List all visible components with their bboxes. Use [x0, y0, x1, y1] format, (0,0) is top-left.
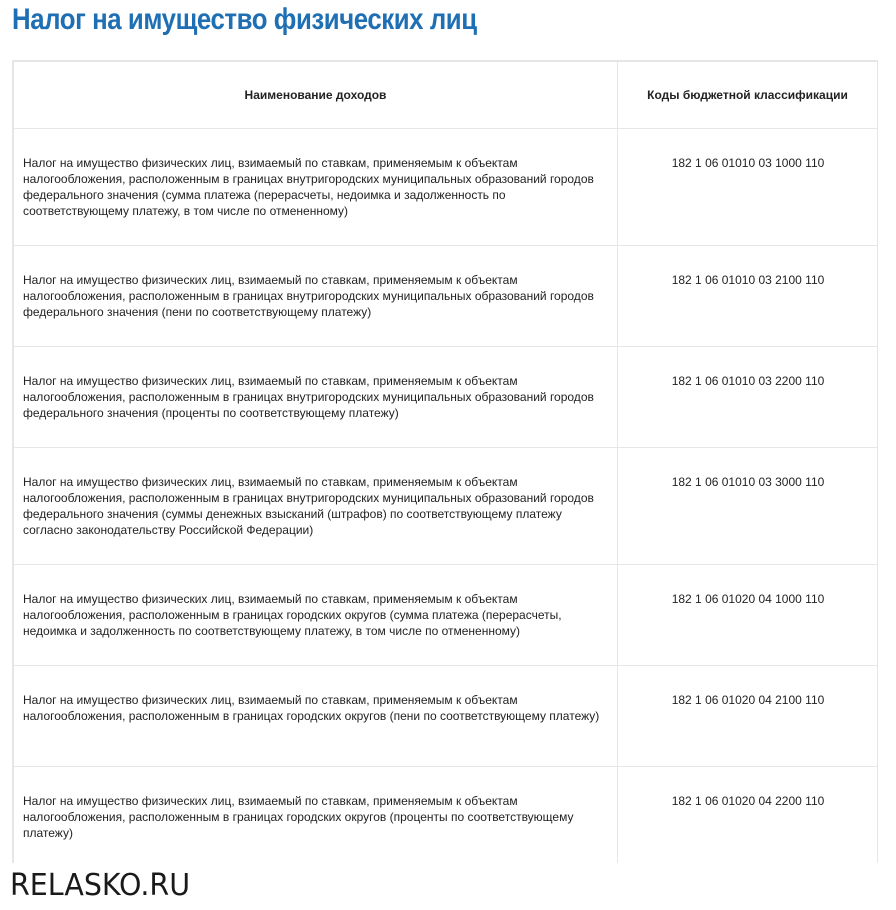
income-description: Налог на имущество физических лиц, взимаемый по ставкам, применяемым к объектам налогообложения, расположенным в границах городских округов (сумма платежа (перерасчеты, недоимка и задолженность по соответствующему платежу, в том числе по отмененному)	[14, 565, 618, 666]
budget-code: 182 1 06 01010 03 3000 110	[618, 448, 878, 565]
budget-code: 182 1 06 01010 03 1000 110	[618, 129, 878, 246]
table-row	[14, 767, 878, 864]
budget-code: 182 1 06 01020 04 2100 110	[618, 666, 878, 767]
budget-codes-table-wrapper	[12, 60, 878, 863]
table-row	[14, 347, 878, 448]
budget-codes-table	[13, 61, 878, 863]
income-description: Налог на имущество физических лиц, взимаемый по ставкам, применяемым к объектам налогообложения, расположенным в границах внутригородских муниципальных образований городов федерального значения (суммы денежных взысканий (штрафов) по соответствующему платежу согласно законодательству Российской Федерации)	[14, 448, 618, 565]
table-row	[14, 666, 878, 767]
income-description: Налог на имущество физических лиц, взимаемый по ставкам, применяемым к объектам налогообложения, расположенным в границах городских округов (пени по соответствующему платежу)	[14, 666, 618, 767]
table-row	[14, 565, 878, 666]
table-row	[14, 448, 878, 565]
income-description: Налог на имущество физических лиц, взимаемый по ставкам, применяемым к объектам налогообложения, расположенным в границах внутригородских муниципальных образований городов федерального значения (сумма платежа (перерасчеты, недоимка и задолженность по соответствующему платежу, в том числе по отмененному)	[14, 129, 618, 246]
table-row	[14, 246, 878, 347]
budget-code: 182 1 06 01010 03 2100 110	[618, 246, 878, 347]
page-title: Налог на имущество физических лиц	[12, 3, 477, 36]
header-budget-code: Коды бюджетной классификации	[618, 62, 878, 129]
header-income-name: Наименование доходов	[14, 62, 618, 129]
income-description: Налог на имущество физических лиц, взимаемый по ставкам, применяемым к объектам налогообложения, расположенным в границах внутригородских муниципальных образований городов федерального значения (проценты по соответствующему платежу)	[14, 347, 618, 448]
budget-code: 182 1 06 01020 04 2200 110	[618, 767, 878, 864]
budget-code: 182 1 06 01020 04 1000 110	[618, 565, 878, 666]
table-row	[14, 129, 878, 246]
site-watermark: RELASKO.RU	[10, 868, 191, 903]
income-description: Налог на имущество физических лиц, взимаемый по ставкам, применяемым к объектам налогообложения, расположенным в границах городских округов (проценты по соответствующему платежу)	[14, 767, 618, 864]
income-description: Налог на имущество физических лиц, взимаемый по ставкам, применяемым к объектам налогообложения, расположенным в границах внутригородских муниципальных образований городов федерального значения (пени по соответствующему платежу)	[14, 246, 618, 347]
budget-code: 182 1 06 01010 03 2200 110	[618, 347, 878, 448]
table-header-row	[14, 62, 878, 129]
